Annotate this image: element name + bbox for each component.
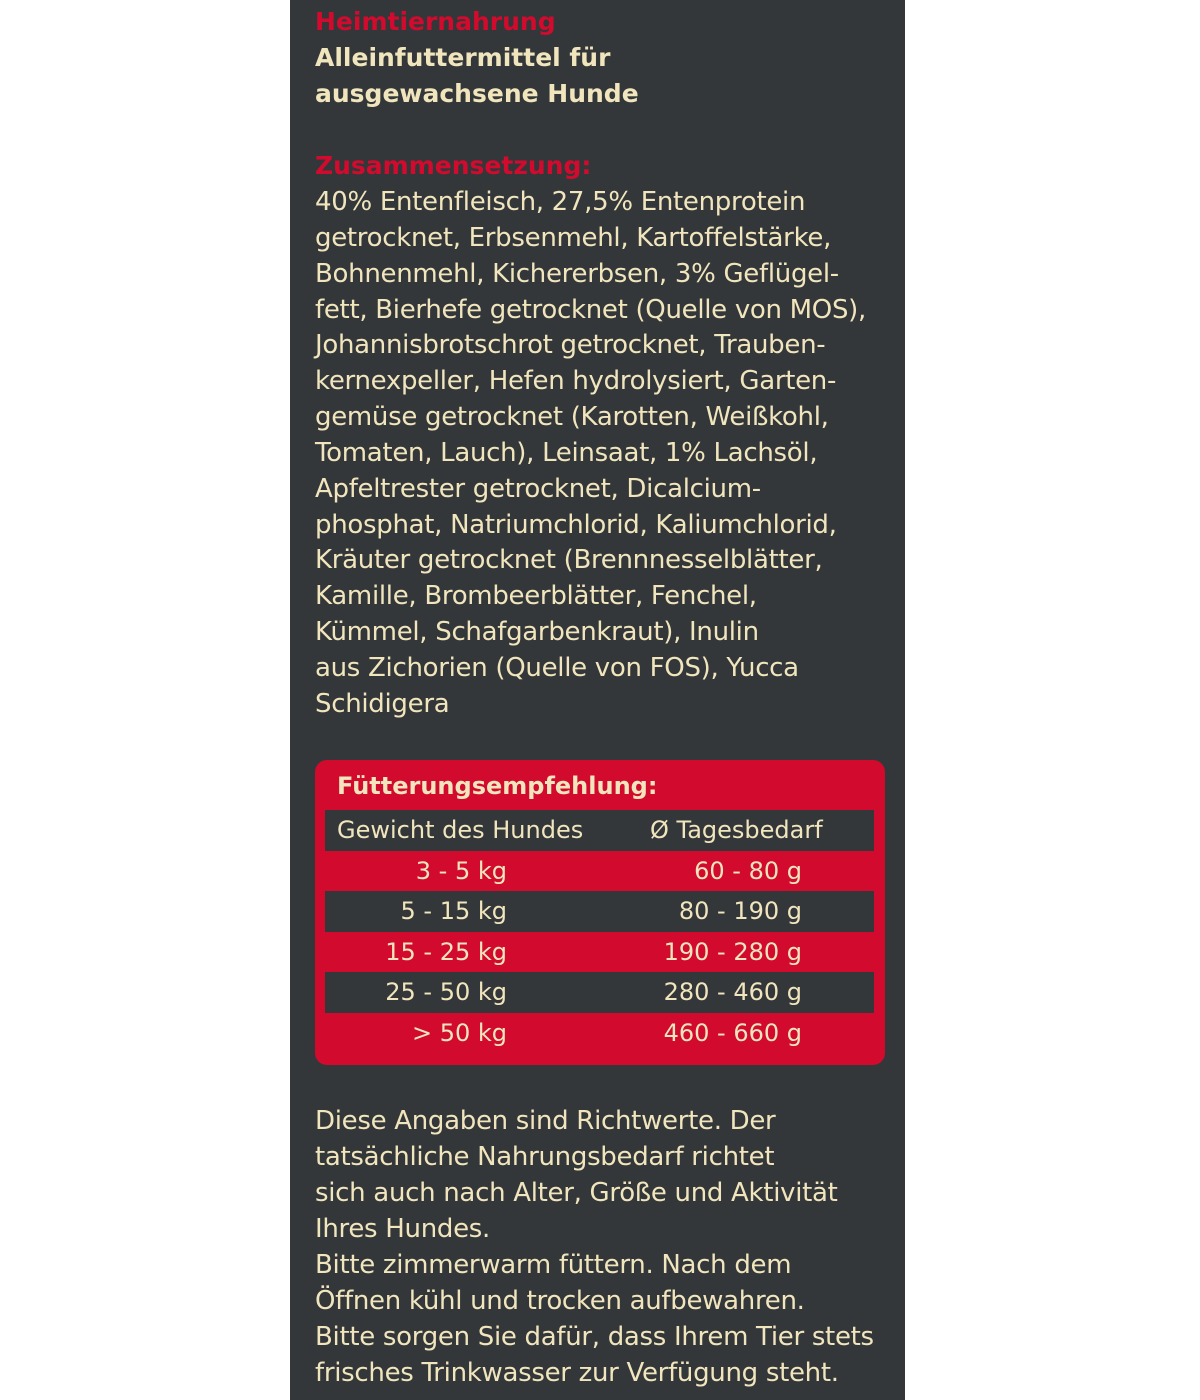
category-heading: Heimtiernahrung: [315, 7, 556, 36]
composition-line: kernexpeller, Hefen hydrolysiert, Garten-: [315, 366, 837, 397]
amount-cell: 190 - 280 g: [663, 937, 802, 966]
feeding-notes: [315, 1103, 874, 1391]
weight-cell: 25 - 50 kg: [385, 978, 507, 1006]
table-row: [325, 891, 874, 932]
notes-line: sich auch nach Alter, Größe und Aktivität: [315, 1178, 838, 1208]
feeding-table-header: [325, 810, 874, 851]
composition-line: Tomaten, Lauch), Leinsaat, 1% Lachsöl,: [315, 437, 818, 468]
notes-line: tatsächliche Nahrungsbedarf richtet: [315, 1142, 775, 1172]
composition-text: [315, 185, 866, 723]
amount-cell: 60 - 80 g: [694, 856, 802, 885]
composition-line: Bohnenmehl, Kichererbsen, 3% Geflügel-: [315, 258, 839, 289]
notes-line: frisches Trinkwasser zur Verfügung steht.: [315, 1358, 839, 1388]
weight-cell: > 50 kg: [411, 1018, 507, 1047]
weight-cell: 15 - 25 kg: [385, 937, 507, 966]
composition-line: gemüse getrocknet (Karotten, Weißkohl,: [315, 402, 829, 433]
composition-line: Johannisbrotschrot getrocknet, Trauben-: [315, 330, 826, 361]
composition-line: aus Zichorien (Quelle von FOS), Yucca: [315, 652, 799, 683]
composition-line: phosphat, Natriumchlorid, Kaliumchlorid,: [315, 509, 837, 540]
notes-line: Ihres Hundes.: [315, 1214, 490, 1244]
notes-line: Öffnen kühl und trocken aufbewahren.: [315, 1286, 805, 1316]
column-header-daily-amount: Ø Tagesbedarf: [650, 816, 823, 844]
table-row: [325, 972, 874, 1013]
feeding-title: Fütterungsempfehlung:: [337, 772, 658, 800]
table-row: [325, 932, 874, 973]
subtitle-line: ausgewachsene Hunde: [315, 79, 639, 108]
feeding-recommendation-box: [315, 760, 885, 1065]
subtitle-line: Alleinfuttermittel für: [315, 43, 611, 72]
product-subtitle: [315, 40, 895, 112]
notes-line: Bitte zimmerwarm füttern. Nach dem: [315, 1250, 792, 1280]
notes-line: Bitte sorgen Sie dafür, dass Ihrem Tier stets: [315, 1322, 874, 1352]
composition-line: getrocknet, Erbsenmehl, Kartoffelstärke,: [315, 222, 832, 253]
composition-line: Kräuter getrocknet (Brennnesselblätter,: [315, 545, 823, 576]
composition-heading: Zusammensetzung:: [315, 151, 592, 180]
notes-line: Diese Angaben sind Richtwerte. Der: [315, 1106, 776, 1136]
weight-cell: 5 - 15 kg: [400, 897, 507, 925]
amount-cell: 80 - 190 g: [678, 897, 802, 925]
amount-cell: 280 - 460 g: [663, 978, 802, 1006]
label-panel: [290, 0, 905, 1400]
composition-line: Schidigera: [315, 688, 450, 719]
composition-line: Kamille, Brombeerblätter, Fenchel,: [315, 581, 757, 612]
composition-line: Apfeltrester getrocknet, Dicalcium-: [315, 473, 761, 504]
composition-line: fett, Bierhefe getrocknet (Quelle von MOS),: [315, 294, 866, 325]
table-row: [325, 1013, 874, 1054]
composition-line: Kümmel, Schafgarbenkraut), Inulin: [315, 617, 759, 648]
feeding-table: [325, 810, 874, 1053]
amount-cell: 460 - 660 g: [663, 1018, 802, 1047]
weight-cell: 3 - 5 kg: [415, 856, 507, 885]
composition-line: 40% Entenfleisch, 27,5% Entenprotein: [315, 187, 806, 217]
table-row: [325, 851, 874, 892]
column-header-weight: Gewicht des Hundes: [337, 816, 584, 844]
